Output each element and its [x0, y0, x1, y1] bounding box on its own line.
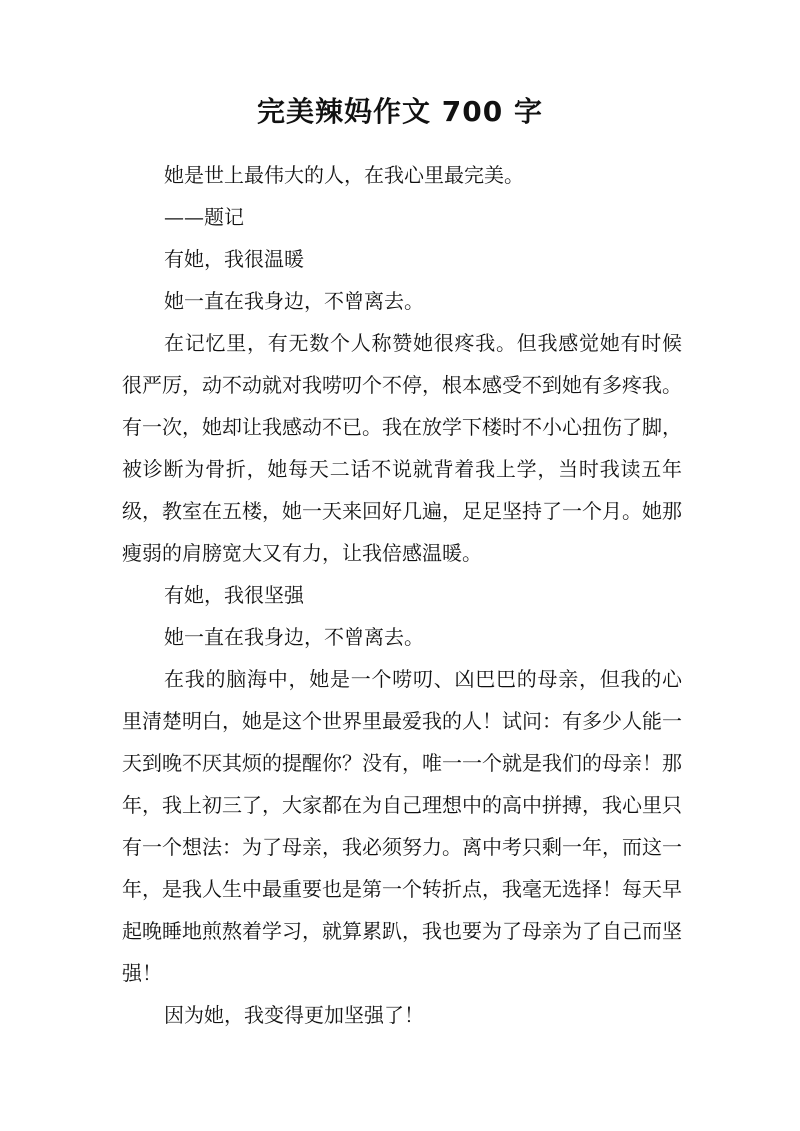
document-body — [122, 154, 682, 1036]
paragraph-epigraph: 她是世上最伟大的人，在我心里最完美。 — [164, 163, 524, 187]
paragraph-epigraph-attribution: ——题记 — [164, 205, 244, 229]
paragraph: 在我的脑海中，她是一个唠叨、凶巴巴的母亲，但我的心里清楚明白，她是这个世界里最爱我的人！试问：有多少人能一天到晚不厌其烦的提醒你？没有，唯一一个就是我们的母亲！那年，我上初三了，大家都在为自己理想中的高中拼搏，我心里只有一个想法：为了母亲，我必须努力。离中考只剩一年，而这一年，是我人生中最重要也是第一个转折点，我毫无选择！每天早起晚睡地煎熬着学习，就算累趴，我也要为了母亲为了自己而坚强！ — [122, 667, 682, 985]
paragraph: 因为她，我变得更加坚强了！ — [164, 1003, 424, 1027]
paragraph: 她一直在我身边，不曾离去。 — [164, 289, 424, 313]
section-heading-warmth: 有她，我很温暖 — [164, 247, 304, 271]
paragraph: 她一直在我身边，不曾离去。 — [164, 625, 424, 649]
paragraph: 在记忆里，有无数个人称赞她很疼我。但我感觉她有时候很严厉，动不动就对我唠叨个不停，根本感受不到她有多疼我。有一次，她却让我感动不已。我在放学下楼时不小心扭伤了脚，被诊断为骨折，她每天二话不说就背着我上学，当时我读五年级，教室在五楼，她一天来回好几遍，足足坚持了一个月。她那瘦弱的肩膀宽大又有力，让我倍感温暖。 — [122, 331, 682, 565]
document-title: 完美辣妈作文 700 字 — [257, 95, 543, 128]
section-heading-strength: 有她，我很坚强 — [164, 583, 304, 607]
